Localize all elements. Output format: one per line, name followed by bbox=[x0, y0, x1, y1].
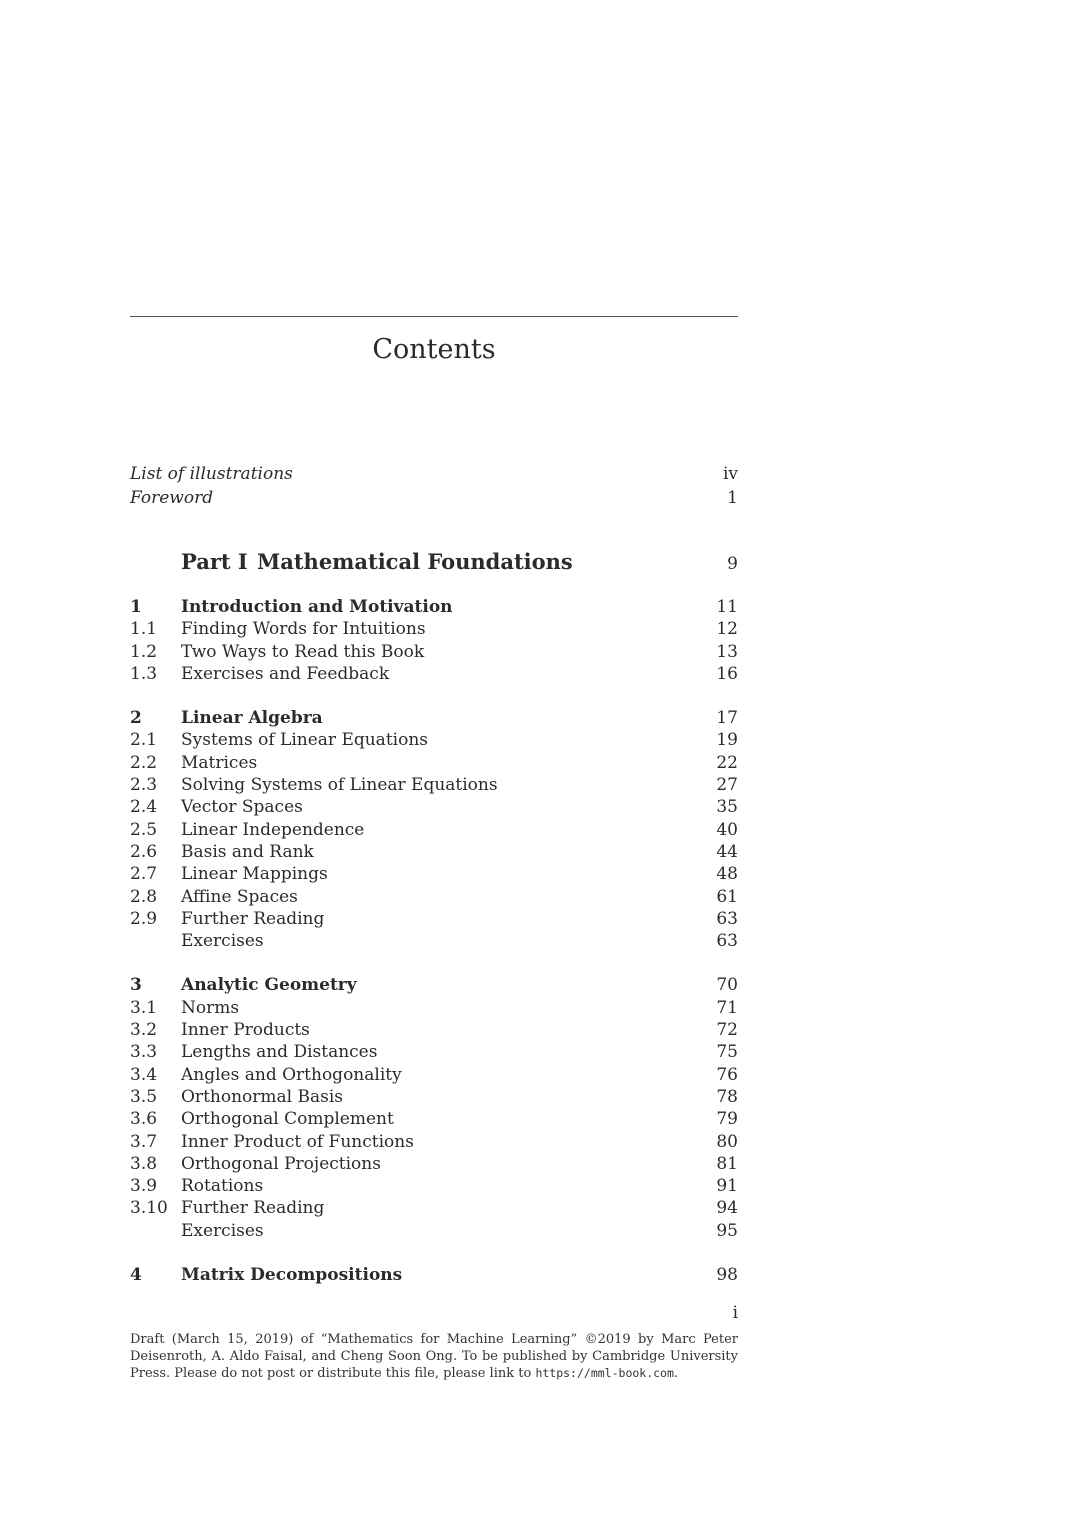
draft-notice-footer bbox=[130, 1331, 738, 1382]
toc-entry-number: 1.1 bbox=[130, 619, 158, 639]
toc-entry-label: Linear Independence bbox=[181, 820, 365, 840]
toc-entry-page: 48 bbox=[716, 864, 738, 884]
toc-entry-number: 3.8 bbox=[130, 1154, 158, 1174]
toc-entry-number: 3.10 bbox=[130, 1198, 168, 1218]
toc-section-entry[interactable] bbox=[130, 796, 738, 818]
toc-section-entry[interactable] bbox=[130, 1086, 738, 1108]
toc-entry-number: 3.9 bbox=[130, 1176, 158, 1196]
page-title: Contents bbox=[372, 334, 496, 365]
title-rule bbox=[130, 316, 738, 317]
toc-entry-label: Exercises bbox=[181, 1221, 264, 1241]
toc-section-entry[interactable] bbox=[130, 997, 738, 1019]
toc-entry-page: 12 bbox=[716, 619, 738, 639]
toc-entry-number: 1 bbox=[130, 597, 142, 617]
toc-entry-label: Orthogonal Projections bbox=[181, 1154, 381, 1174]
toc-entry-label: Two Ways to Read this Book bbox=[181, 642, 425, 662]
toc-entry-page: 71 bbox=[716, 998, 738, 1018]
toc-entry-page: 27 bbox=[716, 775, 738, 795]
toc-entry-number: 2.4 bbox=[130, 797, 158, 817]
toc-entry-label: Introduction and Motivation bbox=[181, 597, 453, 617]
toc-entry-page: 63 bbox=[716, 909, 738, 929]
toc-entry-page: 16 bbox=[716, 664, 738, 684]
toc-entry-page: 40 bbox=[716, 820, 738, 840]
toc-entry-page: 94 bbox=[716, 1198, 738, 1218]
toc-entry-label: Basis and Rank bbox=[181, 842, 314, 862]
toc-entry-number: 2.2 bbox=[130, 753, 158, 773]
toc-entry-page: 95 bbox=[716, 1221, 738, 1241]
toc-entry-label: Solving Systems of Linear Equations bbox=[181, 775, 498, 795]
toc-entry-page: 35 bbox=[716, 797, 738, 817]
toc-entry-number: 4 bbox=[130, 1265, 142, 1285]
footer-text: Draft (March 15, 2019) of “Mathematics for Machine Learning” ©2019 by Marc Peter Deisenroth, A. Aldo Faisal, and Cheng Soon Ong. To be published by Cambridge University Press. Please do not post or distribute this file, please link to bbox=[130, 1332, 738, 1381]
toc-entry-label: Further Reading bbox=[181, 1198, 325, 1218]
toc-chapter-entry[interactable] bbox=[130, 1264, 738, 1286]
toc-entry-number: 1.3 bbox=[130, 664, 158, 684]
toc-entry-page: 22 bbox=[716, 753, 738, 773]
toc-entry-number: 2.6 bbox=[130, 842, 158, 862]
toc-front-entry-foreword[interactable] bbox=[130, 487, 738, 509]
toc-section-entry[interactable] bbox=[130, 1041, 738, 1063]
toc-entry-number: 2 bbox=[130, 708, 142, 728]
toc-entry-number: 2.7 bbox=[130, 864, 158, 884]
toc-entry-label: Systems of Linear Equations bbox=[181, 730, 428, 750]
toc-part-heading[interactable] bbox=[130, 548, 738, 576]
toc-entry-page: 1 bbox=[727, 488, 738, 508]
toc-entry-label: Rotations bbox=[181, 1176, 264, 1196]
toc-entry-page: 11 bbox=[716, 597, 738, 617]
toc-entry-label: Norms bbox=[181, 998, 240, 1018]
toc-chapter-entry[interactable] bbox=[130, 596, 738, 618]
toc-entry-page: 17 bbox=[716, 708, 738, 728]
page-folio: i bbox=[732, 1303, 738, 1323]
toc-entry-label: Matrices bbox=[181, 753, 258, 773]
toc-section-entry[interactable] bbox=[130, 1131, 738, 1153]
toc-section-entry[interactable] bbox=[130, 908, 738, 930]
part-page: 9 bbox=[727, 554, 738, 574]
toc-entry-label: Affine Spaces bbox=[181, 887, 298, 907]
toc-entry-label: Analytic Geometry bbox=[181, 975, 357, 995]
toc-entry-number: 2.9 bbox=[130, 909, 158, 929]
part-title: Mathematical Foundations bbox=[257, 549, 573, 574]
toc-section-entry[interactable] bbox=[130, 729, 738, 751]
toc-entry-page: 63 bbox=[716, 931, 738, 951]
toc-chapter-entry[interactable] bbox=[130, 974, 738, 996]
footer-end: . bbox=[673, 1366, 679, 1381]
toc-entry-page: 98 bbox=[716, 1265, 738, 1285]
toc-section-entry[interactable] bbox=[130, 886, 738, 908]
footer-link[interactable]: https://mml-book.com bbox=[535, 1366, 674, 1380]
toc-entry-page: 70 bbox=[716, 975, 738, 995]
toc-entry-number: 3.4 bbox=[130, 1065, 158, 1085]
toc-entry-label: Inner Products bbox=[181, 1020, 310, 1040]
toc-entry-label: Exercises bbox=[181, 931, 264, 951]
toc-entry-number: 3 bbox=[130, 975, 142, 995]
toc-entry-page: 76 bbox=[716, 1065, 738, 1085]
toc-entry-number: 3.1 bbox=[130, 998, 158, 1018]
toc-entry-page: 91 bbox=[716, 1176, 738, 1196]
toc-entry-page: 79 bbox=[716, 1109, 738, 1129]
toc-entry-number: 2.8 bbox=[130, 887, 158, 907]
toc-section-entry[interactable] bbox=[130, 819, 738, 841]
toc-section-entry[interactable] bbox=[130, 774, 738, 796]
toc-section-entry[interactable] bbox=[130, 1220, 738, 1242]
toc-entry-number: 1.2 bbox=[130, 642, 158, 662]
toc-section-entry[interactable] bbox=[130, 841, 738, 863]
toc-entry-page: 19 bbox=[716, 730, 738, 750]
toc-entry-number: 3.5 bbox=[130, 1087, 158, 1107]
toc-entry-page: 13 bbox=[716, 642, 738, 662]
toc-section-entry[interactable] bbox=[130, 1197, 738, 1219]
toc-entry-label: Matrix Decompositions bbox=[181, 1265, 403, 1285]
toc-entry-number: 3.2 bbox=[130, 1020, 158, 1040]
toc-chapter-entry[interactable] bbox=[130, 707, 738, 729]
toc-entry-number: 3.3 bbox=[130, 1042, 158, 1062]
toc-section-entry[interactable] bbox=[130, 618, 738, 640]
toc-entry-page: 44 bbox=[716, 842, 738, 862]
toc-section-entry[interactable] bbox=[130, 1175, 738, 1197]
toc-entry-label: Further Reading bbox=[181, 909, 325, 929]
toc-section-entry[interactable] bbox=[130, 752, 738, 774]
toc-section-entry[interactable] bbox=[130, 1019, 738, 1041]
toc-entry-label: Inner Product of Functions bbox=[181, 1132, 414, 1152]
toc-entry-label: Orthogonal Complement bbox=[181, 1109, 394, 1129]
toc-entry-number: 3.6 bbox=[130, 1109, 158, 1129]
toc-entry-label: Lengths and Distances bbox=[181, 1042, 378, 1062]
toc-front-entry-illustrations[interactable] bbox=[130, 463, 738, 485]
toc-section-entry[interactable] bbox=[130, 1153, 738, 1175]
toc-entry-label: Finding Words for Intuitions bbox=[181, 619, 426, 639]
part-number: Part I bbox=[181, 549, 248, 574]
toc-section-entry[interactable] bbox=[130, 930, 738, 952]
toc-entry-page: 75 bbox=[716, 1042, 738, 1062]
toc-entry-number: 2.5 bbox=[130, 820, 158, 840]
toc-entry-label: List of illustrations bbox=[130, 464, 293, 484]
toc-entry-number: 2.1 bbox=[130, 730, 158, 750]
toc-entry-page: 61 bbox=[716, 887, 738, 907]
toc-entry-label: Vector Spaces bbox=[181, 797, 303, 817]
toc-section-entry[interactable] bbox=[130, 641, 738, 663]
toc-entry-number: 2.3 bbox=[130, 775, 158, 795]
toc-entry-label: Exercises and Feedback bbox=[181, 664, 390, 684]
toc-section-entry[interactable] bbox=[130, 663, 738, 685]
toc-entry-label: Linear Mappings bbox=[181, 864, 328, 884]
toc-entry-page: iv bbox=[722, 464, 738, 484]
toc-entry-page: 80 bbox=[716, 1132, 738, 1152]
toc-entry-label: Foreword bbox=[130, 488, 214, 508]
toc-entry-number: 3.7 bbox=[130, 1132, 158, 1152]
toc-entry-label: Orthonormal Basis bbox=[181, 1087, 343, 1107]
toc-section-entry[interactable] bbox=[130, 1064, 738, 1086]
toc-entry-page: 81 bbox=[716, 1154, 738, 1174]
toc-section-entry[interactable] bbox=[130, 863, 738, 885]
toc-entry-label: Linear Algebra bbox=[181, 708, 323, 728]
toc-entry-label: Angles and Orthogonality bbox=[181, 1065, 402, 1085]
toc-entry-page: 78 bbox=[716, 1087, 738, 1107]
toc-entry-page: 72 bbox=[716, 1020, 738, 1040]
toc-section-entry[interactable] bbox=[130, 1108, 738, 1130]
